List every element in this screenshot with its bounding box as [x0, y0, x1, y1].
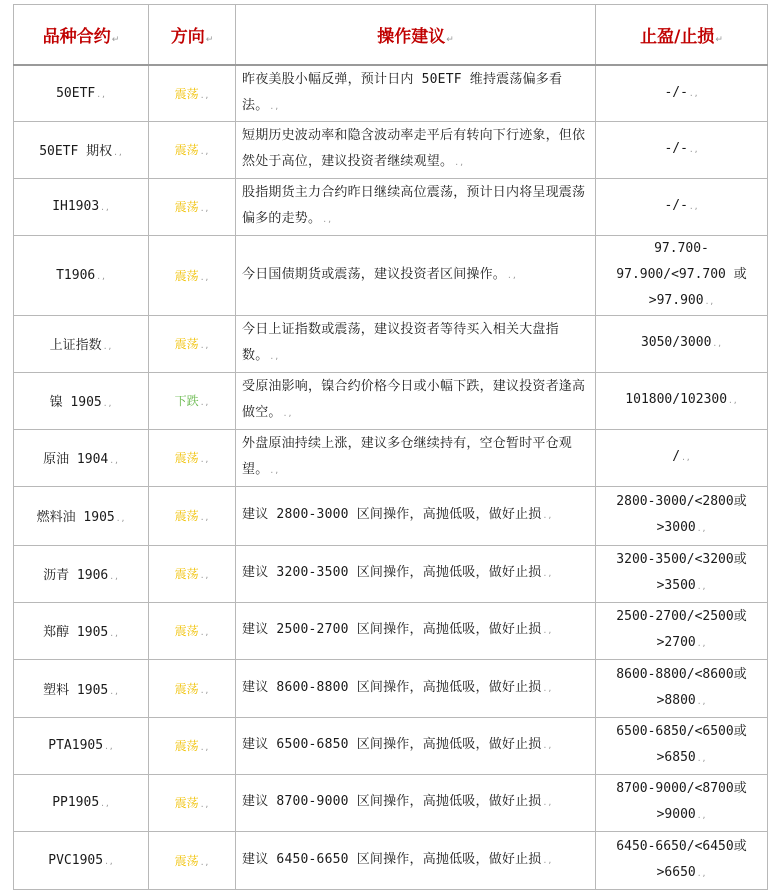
direction-cell: 震荡., — [149, 65, 236, 121]
advice-cell: 建议 6450-6650 区间操作，高抛低吸，做好止损., — [236, 831, 596, 889]
variety-cell: 50ETF., — [14, 65, 149, 121]
table-body — [14, 65, 768, 889]
stop-cell: 8600-8800/<8600或>8800., — [596, 659, 768, 717]
direction-cell: 震荡., — [149, 659, 236, 717]
stop-cell: 8700-9000/<8700或>9000., — [596, 774, 768, 831]
advice-cell: 今日上证指数或震荡，建议投资者等待买入相关大盘指数。., — [236, 315, 596, 372]
strategy-table — [13, 4, 768, 890]
advice-cell: 今日国债期货或震荡，建议投资者区间操作。., — [236, 235, 596, 315]
table-row — [14, 717, 768, 774]
stop-cell: -/-., — [596, 65, 768, 121]
variety-cell: PP1905., — [14, 774, 149, 831]
table-row — [14, 235, 768, 315]
header-stop: 止盈/止损↵ — [596, 5, 768, 66]
variety-cell: PVC1905., — [14, 831, 149, 889]
variety-cell: T1906., — [14, 235, 149, 315]
stop-cell: 2800-3000/<2800或>3000., — [596, 486, 768, 545]
table-row — [14, 65, 768, 121]
table-header-row — [14, 5, 768, 66]
table-row — [14, 121, 768, 178]
direction-cell: 下跌., — [149, 372, 236, 429]
direction-cell: 震荡., — [149, 602, 236, 659]
header-variety: 品种合约↵ — [14, 5, 149, 66]
direction-cell: 震荡., — [149, 774, 236, 831]
stop-cell: -/-., — [596, 178, 768, 235]
variety-cell: 郑醇 1905., — [14, 602, 149, 659]
variety-cell: 塑料 1905., — [14, 659, 149, 717]
stop-cell: -/-., — [596, 121, 768, 178]
table-row — [14, 486, 768, 545]
stop-cell: 101800/102300., — [596, 372, 768, 429]
table-row — [14, 602, 768, 659]
direction-cell: 震荡., — [149, 121, 236, 178]
variety-cell: 上证指数., — [14, 315, 149, 372]
advice-cell: 建议 2500-2700 区间操作，高抛低吸，做好止损., — [236, 602, 596, 659]
advice-cell: 建议 6500-6850 区间操作，高抛低吸，做好止损., — [236, 717, 596, 774]
advice-cell: 外盘原油持续上涨，建议多仓继续持有，空仓暂时平仓观望。., — [236, 429, 596, 486]
stop-cell: 6450-6650/<6450或>6650., — [596, 831, 768, 889]
variety-cell: 沥青 1906., — [14, 545, 149, 602]
table-row — [14, 315, 768, 372]
direction-cell: 震荡., — [149, 545, 236, 602]
variety-cell: 50ETF 期权., — [14, 121, 149, 178]
advice-cell: 建议 8700-9000 区间操作，高抛低吸，做好止损., — [236, 774, 596, 831]
stop-cell: 3200-3500/<3200或>3500., — [596, 545, 768, 602]
table-row — [14, 659, 768, 717]
direction-cell: 震荡., — [149, 486, 236, 545]
direction-cell: 震荡., — [149, 178, 236, 235]
header-direction: 方向↵ — [149, 5, 236, 66]
direction-cell: 震荡., — [149, 429, 236, 486]
direction-cell: 震荡., — [149, 315, 236, 372]
header-advice: 操作建议↵ — [236, 5, 596, 66]
advice-cell: 建议 8600-8800 区间操作，高抛低吸，做好止损., — [236, 659, 596, 717]
stop-cell: 3050/3000., — [596, 315, 768, 372]
advice-cell: 股指期货主力合约昨日继续高位震荡，预计日内将呈现震荡偏多的走势。., — [236, 178, 596, 235]
stop-cell: 6500-6850/<6500或>6850., — [596, 717, 768, 774]
table-row — [14, 372, 768, 429]
advice-cell: 建议 2800-3000 区间操作，高抛低吸，做好止损., — [236, 486, 596, 545]
table-row — [14, 545, 768, 602]
stop-cell: 2500-2700/<2500或>2700., — [596, 602, 768, 659]
direction-cell: 震荡., — [149, 717, 236, 774]
advice-cell: 建议 3200-3500 区间操作，高抛低吸，做好止损., — [236, 545, 596, 602]
direction-cell: 震荡., — [149, 831, 236, 889]
table-row — [14, 429, 768, 486]
variety-cell: 镍 1905., — [14, 372, 149, 429]
stop-cell: /., — [596, 429, 768, 486]
table-row — [14, 774, 768, 831]
table-row — [14, 831, 768, 889]
table-row — [14, 178, 768, 235]
advice-cell: 短期历史波动率和隐含波动率走平后有转向下行迹象，但依然处于高位，建议投资者继续观望。., — [236, 121, 596, 178]
variety-cell: IH1903., — [14, 178, 149, 235]
advice-cell: 受原油影响，镍合约价格今日或小幅下跌，建议投资者逢高做空。., — [236, 372, 596, 429]
variety-cell: PTA1905., — [14, 717, 149, 774]
stop-cell: 97.700-97.900/<97.700 或>97.900., — [596, 235, 768, 315]
variety-cell: 燃料油 1905., — [14, 486, 149, 545]
direction-cell: 震荡., — [149, 235, 236, 315]
advice-cell: 昨夜美股小幅反弹，预计日内 50ETF 维持震荡偏多看法。., — [236, 65, 596, 121]
variety-cell: 原油 1904., — [14, 429, 149, 486]
